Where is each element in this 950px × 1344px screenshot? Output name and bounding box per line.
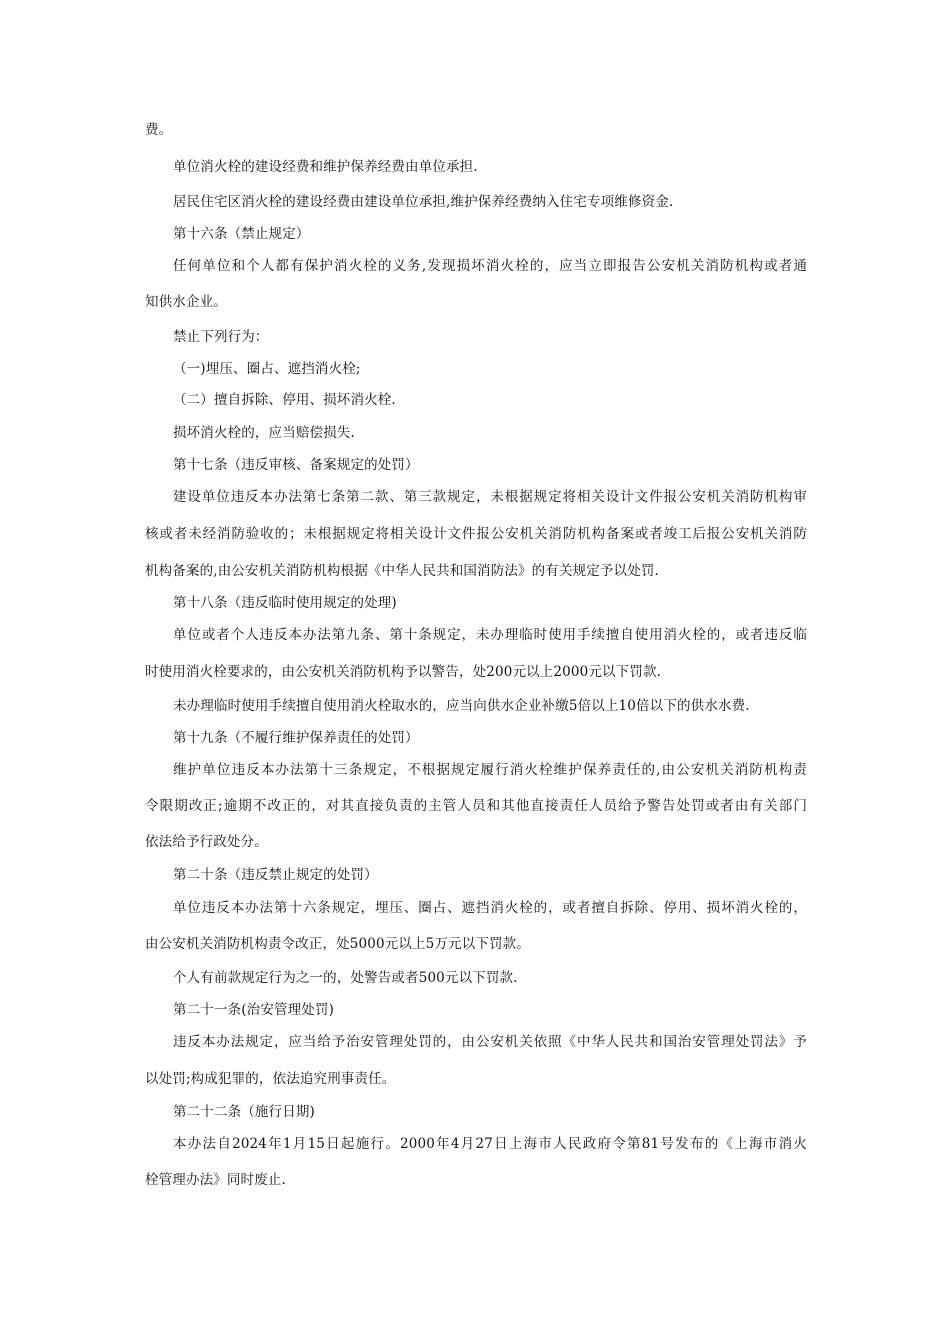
article-heading: 第二十条（违反禁止规定的处罚）	[173, 867, 378, 883]
text-line: 令限期改正;逾期不改正的，对其直接负责的主管人员和其他直接责任人员给予警告处罚或者由有关部门	[145, 798, 807, 814]
text-line: 由公安机关消防机构责令改正，处5000元以上5万元以下罚款。	[145, 936, 530, 952]
text-line: 未办理临时使用手续擅自使用消火栓取水的，应当向供水企业补缴5倍以上10倍以下的供水水费.	[173, 698, 750, 714]
text-line: 任何单位和个人都有保护消火栓的义务,发现损坏消火栓的，应当立即报告公安机关消防机构或者通	[173, 258, 807, 274]
text-line: 单位消火栓的建设经费和维护保养经费由单位承担.	[173, 159, 478, 175]
article-heading: 第十八条（违反临时使用规定的处理)	[173, 595, 397, 611]
article-heading: 第二十二条（施行日期)	[173, 1104, 315, 1120]
text-line: 依法给予行政处分。	[145, 834, 268, 850]
article-heading: 第十七条（违反审核、备案规定的处罚）	[173, 457, 419, 473]
text-line: 个人有前款规定行为之一的，处警告或者500元以下罚款.	[173, 970, 518, 986]
text-line: 机构备案的,由公安机关消防机构根据《中华人民共和国消防法》的有关规定予以处罚.	[145, 563, 659, 579]
text-line: 维护单位违反本办法第十三条规定，不根据规定履行消火栓维护保养责任的,由公安机关消防机构责	[173, 762, 807, 778]
text-line: 时使用消火栓要求的，由公安机关消防机构予以警告，处200元以上2000元以下罚款.	[145, 664, 662, 680]
text-line: 违反本办法规定，应当给予治安管理处罚的，由公安机关依照《中华人民共和国治安管理处罚法》予	[173, 1034, 807, 1050]
text-line: 单位违反本办法第十六条规定，埋压、圈占、遮挡消火栓的，或者擅自拆除、停用、损坏消火栓的，	[173, 900, 807, 916]
article-heading: 第二十一条(治安管理处罚)	[173, 1002, 334, 1018]
text-line: 建设单位违反本办法第七条第二款、第三款规定，未根据规定将相关设计文件报公安机关消防机构审	[173, 489, 807, 505]
text-line: （一)埋压、圈占、遮挡消火栓;	[173, 361, 361, 377]
text-line: 以处罚;构成犯罪的，依法追究刑事责任。	[145, 1071, 396, 1087]
article-heading: 第十六条（禁止规定）	[173, 226, 310, 242]
text-line: 居民住宅区消火栓的建设经费由建设单位承担,维护保养经费纳入住宅专项维修资金.	[173, 194, 674, 210]
text-line: 栓管理办法》同时废止.	[145, 1172, 286, 1188]
text-line: 禁止下列行为：	[173, 329, 269, 345]
text-line: （二）擅自拆除、停用、损坏消火栓.	[173, 392, 396, 408]
text-line: 损坏消火栓的，应当赔偿损失.	[173, 425, 355, 441]
text-line: 费。	[145, 122, 173, 138]
text-line: 知供水企业。	[145, 294, 227, 310]
article-heading: 第十九条（不履行维护保养责任的处罚）	[173, 730, 419, 746]
text-line: 核或者未经消防验收的；未根据规定将相关设计文件报公安机关消防机构备案或者竣工后报公安机关消防	[145, 526, 807, 542]
text-line: 本办法自2024年1月15日起施行。2000年4月27日上海市人民政府令第81号发布的《上海市消火	[173, 1136, 807, 1152]
text-line: 单位或者个人违反本办法第九条、第十条规定，未办理临时使用手续擅自使用消火栓的，或者违反临	[173, 627, 807, 643]
